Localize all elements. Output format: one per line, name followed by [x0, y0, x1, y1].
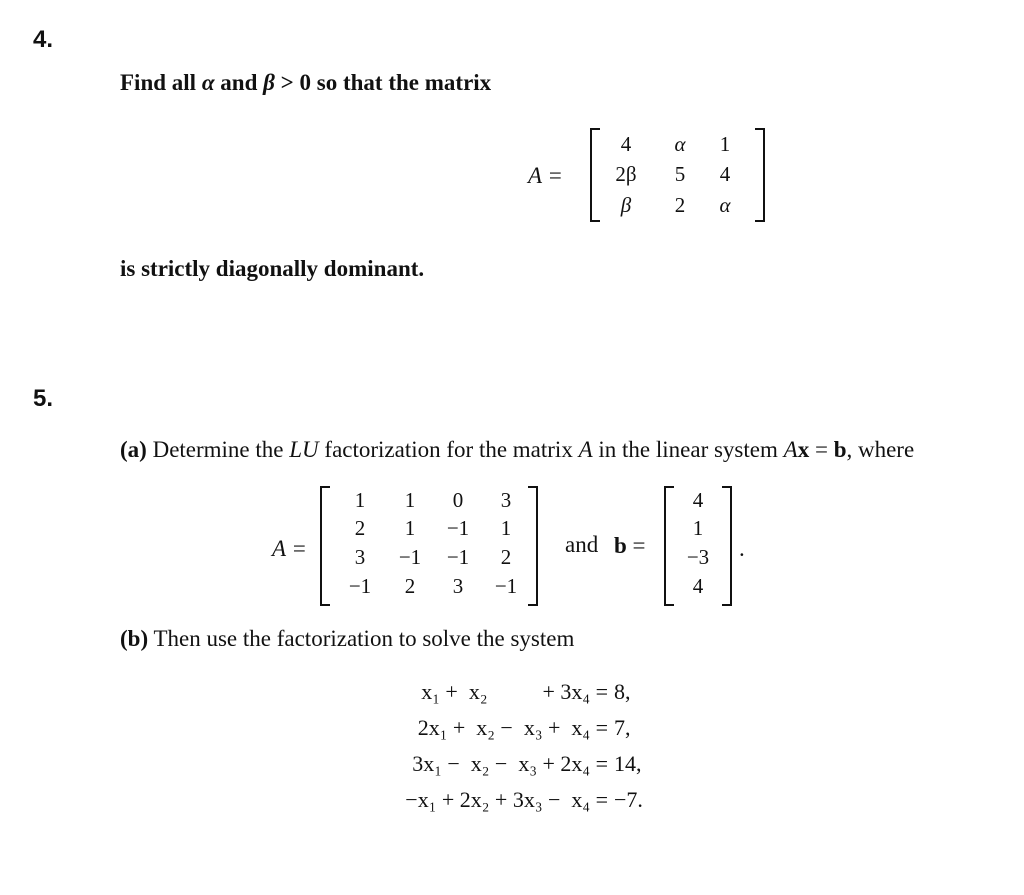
problem-5-number: 5.: [33, 385, 54, 412]
matrix-a-4: [590, 128, 765, 220]
matrix-cell: −1: [398, 545, 422, 569]
matrix-cell: 2: [674, 193, 686, 217]
problem-4-intro: [120, 70, 491, 96]
matrix-a-label-4: A =: [528, 163, 563, 188]
left-bracket: [590, 128, 600, 222]
equation-rhs: −7.: [614, 787, 643, 812]
vector-b: [664, 486, 732, 604]
part-a-statement: (a) Determine the LU factorization for the matrix A in the linear system Ax = b, where: [120, 437, 915, 462]
intro-text: Find all: [120, 70, 202, 95]
left-bracket: [320, 486, 330, 606]
equation-rhs: 8,: [614, 679, 631, 704]
problem-4-number: 4.: [33, 26, 54, 53]
matrix-cell: 0: [452, 488, 464, 512]
equation-lhs: 3x₁ − x₂ − x₃ + 2x₄ =: [412, 751, 608, 776]
part-a-label: (a): [120, 437, 147, 462]
matrix-cell: 5: [674, 162, 686, 186]
equation-lhs: −x₁ + 2x₂ + 3x₃ − x₄ =: [405, 787, 608, 812]
matrix-cell: 2: [354, 516, 366, 540]
vector-cell: 4: [692, 574, 704, 598]
beta-symbol: β: [263, 70, 275, 95]
right-bracket: [722, 486, 732, 606]
equation-lhs: x₁ + x₂ + 3x₄ =: [421, 679, 608, 704]
matrix-cell: 1: [500, 516, 512, 540]
part-b-statement: (b) Then use the factorization to solve the system: [120, 626, 575, 651]
right-bracket: [528, 486, 538, 606]
period: .: [739, 536, 745, 561]
matrix-cell: β: [620, 193, 632, 217]
and-text: and: [214, 70, 264, 95]
left-bracket: [664, 486, 674, 606]
vector-cell: 1: [692, 516, 704, 540]
equation-rhs: 7,: [614, 715, 631, 740]
matrix-cell: −1: [494, 574, 518, 598]
matrix-cell: −1: [446, 545, 470, 569]
matrix-a-label-5: A =: [272, 536, 307, 561]
matrix-cell: 1: [354, 488, 366, 512]
equation-lhs: 2x₁ + x₂ − x₃ + x₄ =: [417, 715, 608, 740]
matrix-cell: α: [674, 132, 686, 156]
right-bracket: [755, 128, 765, 222]
matrix-cell: 2: [404, 574, 416, 598]
vector-cell: −3: [686, 545, 710, 569]
matrix-cell: −1: [446, 516, 470, 540]
matrix-cell: 2: [500, 545, 512, 569]
matrix-cell: α: [719, 193, 731, 217]
matrix-cell: 1: [404, 516, 416, 540]
condition-text: > 0 so that the matrix: [274, 70, 492, 95]
matrix-cell: 4: [719, 162, 731, 186]
matrix-cell: 2β: [615, 162, 637, 186]
part-b-label: (b): [120, 626, 149, 651]
matrix-cell: 3: [452, 574, 464, 598]
matrix-cell: 1: [404, 488, 416, 512]
matrix-a-5: [320, 486, 538, 604]
matrix-cell: 3: [354, 545, 366, 569]
alpha-symbol: α: [201, 70, 215, 95]
matrix-cell: 4: [620, 132, 632, 156]
matrix-cell: 3: [500, 488, 512, 512]
and-connector: and: [565, 532, 599, 557]
equation-rhs: 14,: [614, 751, 642, 776]
matrix-cell: −1: [348, 574, 372, 598]
problem-4-outro: is strictly diagonally dominant.: [120, 256, 425, 281]
vector-cell: 4: [692, 488, 704, 512]
vector-b-label: b =: [614, 533, 646, 558]
matrix-cell: 1: [719, 132, 731, 156]
